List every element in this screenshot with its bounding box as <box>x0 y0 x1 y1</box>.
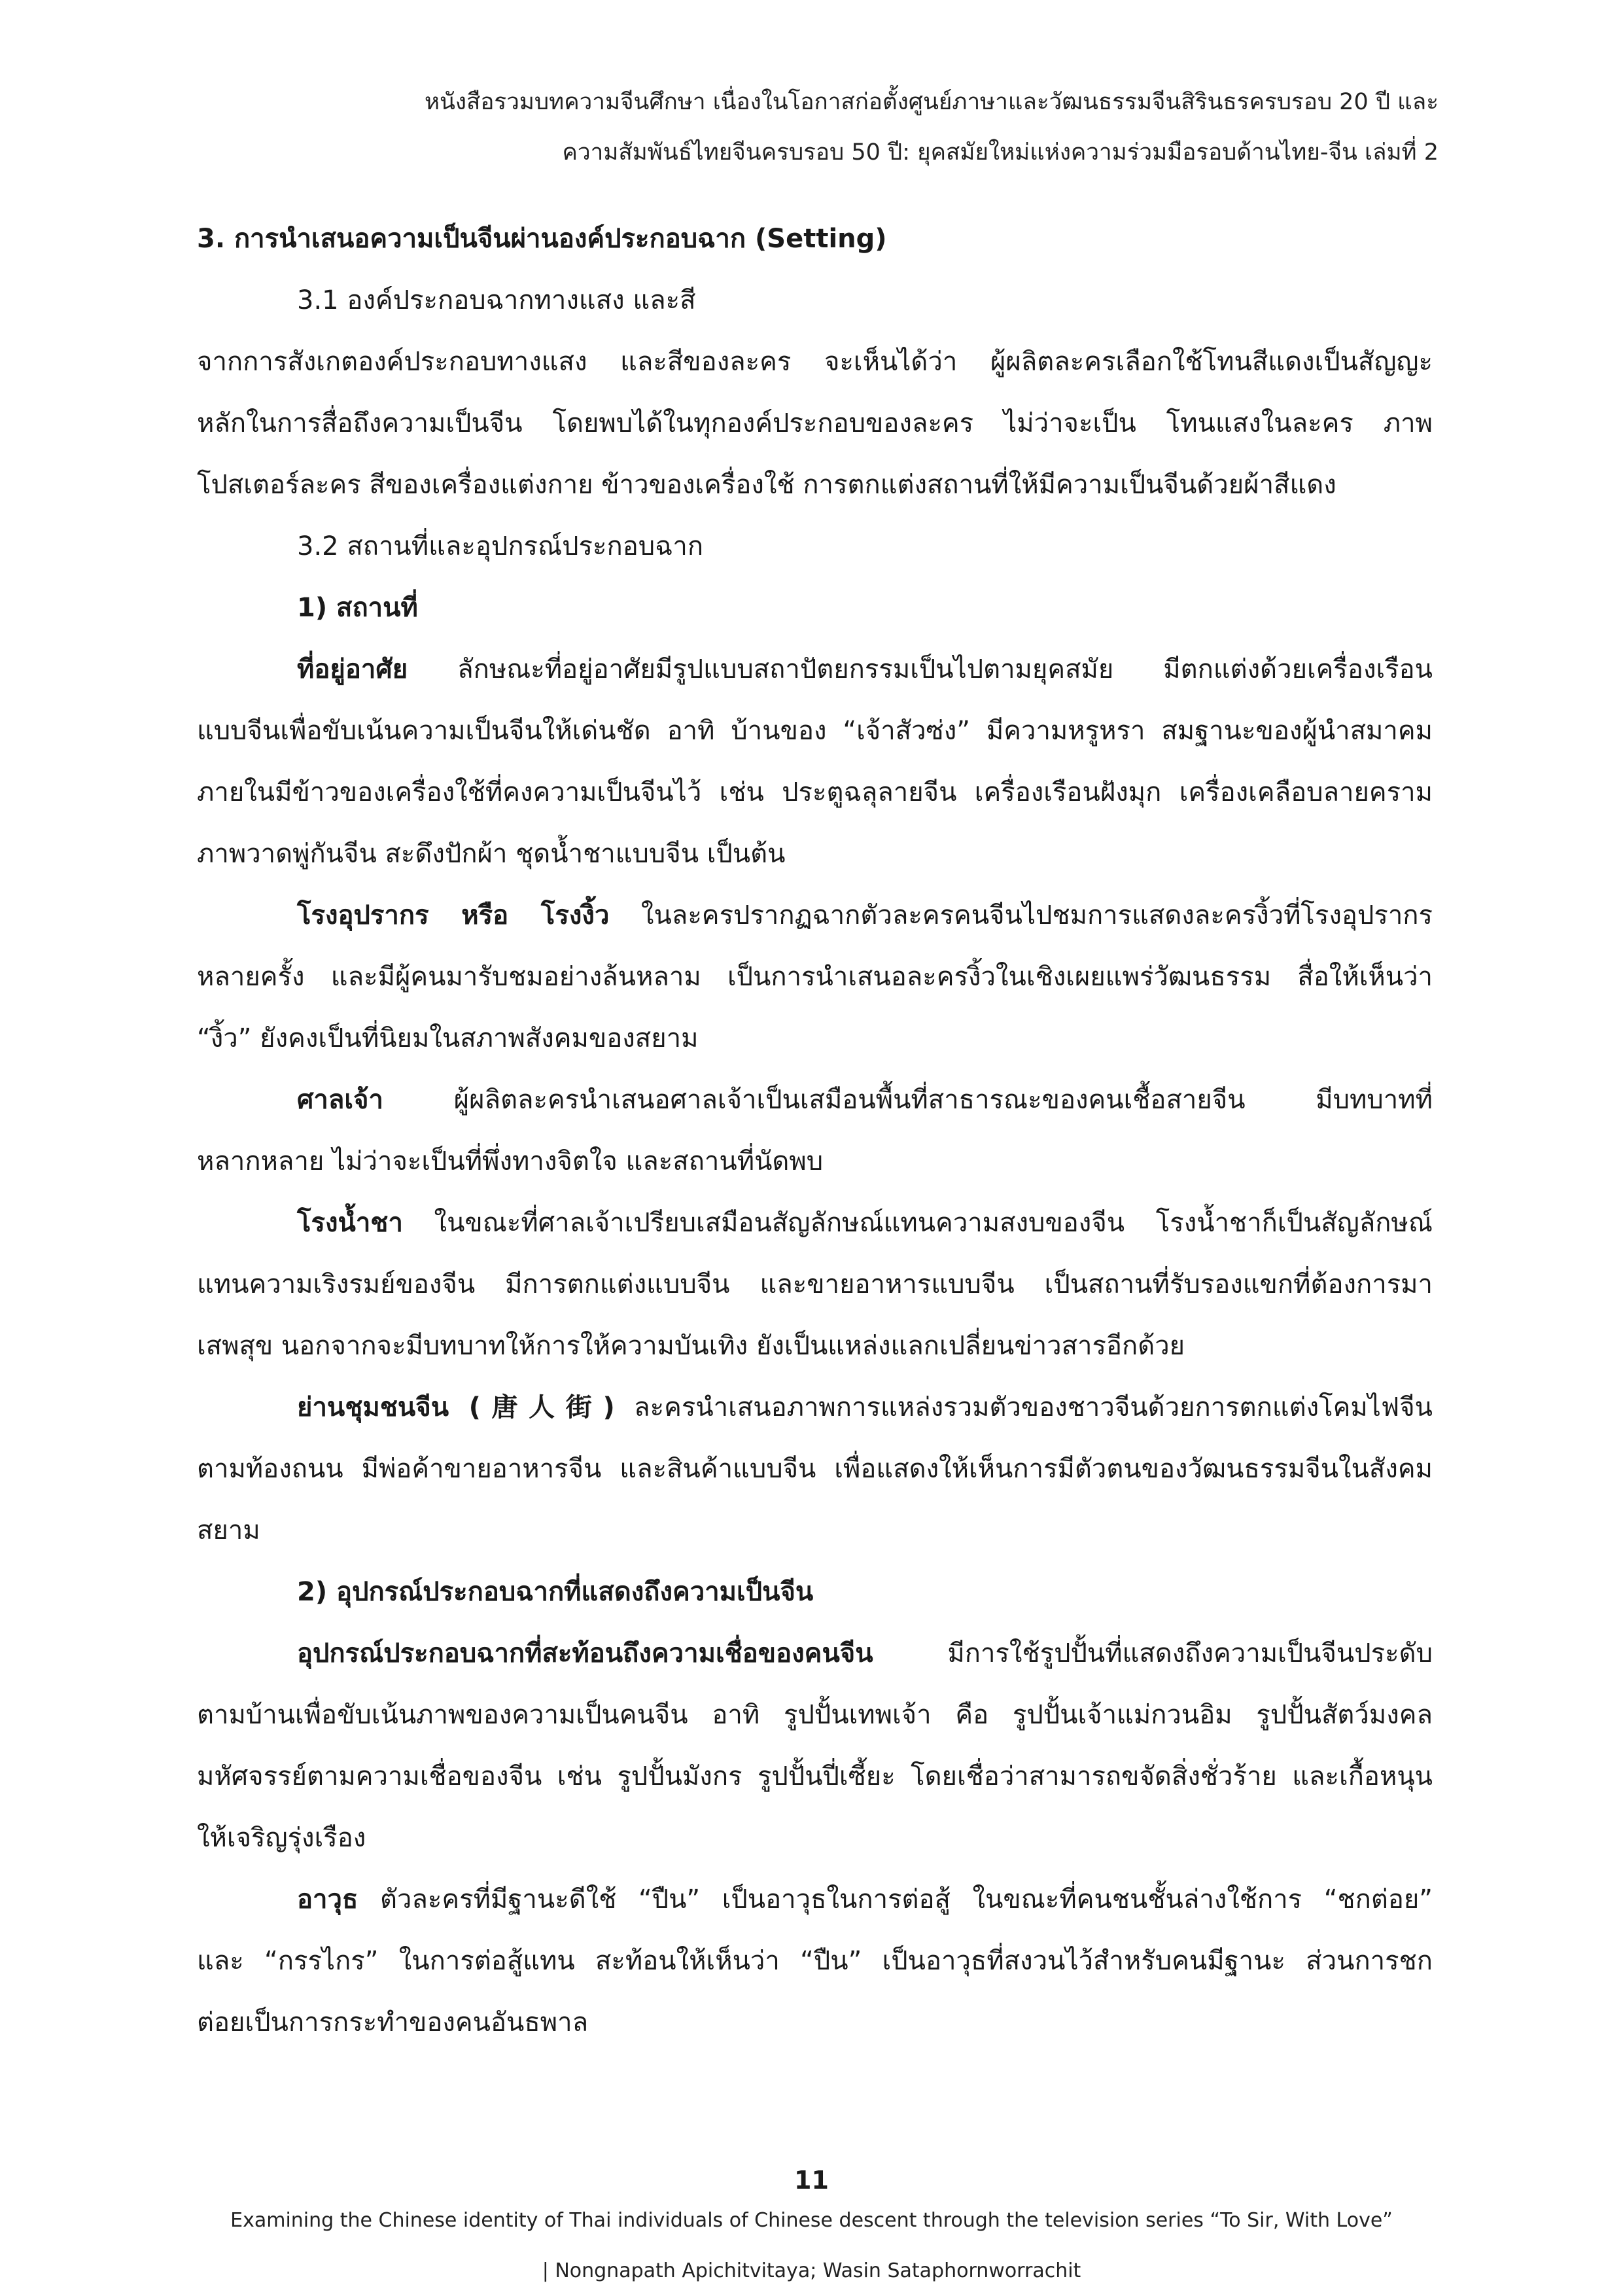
paragraph-beliefs-line: ให้เจริญรุ่งเรือง <box>197 1823 366 1853</box>
paragraph-beliefs-line: อุปกรณ์ประกอบฉากที่สะท้อนถึงความเชื่อของคนจีน มีการใช้รูปปั้นที่แสดงถึงความเป็นจีนประดับ <box>297 1638 1433 1669</box>
paragraph-beliefs-line: ตามบ้านเพื่อขับเน้นภาพของความเป็นคนจีน อาทิ รูปปั้นเทพเจ้า คือ รูปปั้นเจ้าแม่กวนอิม รูปปั้นสัตว์มงคล <box>197 1700 1433 1730</box>
paragraph-teahouse-line: แทนความเริงรมย์ของจีน มีการตกแต่งแบบจีน และขายอาหารแบบจีน เป็นสถานที่รับรองแขกที่ต้องการมา <box>197 1269 1433 1299</box>
paragraph-light-color-line: จากการสังเกตองค์ประกอบทางแสง และสีของละคร จะเห็นได้ว่า ผู้ผลิตละครเลือกใช้โทนสีแดงเป็นสัญญะ <box>197 347 1433 377</box>
term-chinatown: ย่านชุมชนจีน (唐人街) <box>297 1392 615 1422</box>
subheading-3-2: 3.2 สถานที่และอุปกรณ์ประกอบฉาก <box>297 531 704 561</box>
paragraph-residence-line: ภาพวาดพู่กันจีน สะดึงปักผ้า ชุดน้ำชาแบบจีน เป็นต้น <box>197 839 786 869</box>
paragraph-opera-line: โรงอุปรากร หรือ โรงงิ้ว ในละครปรากฏฉากตัวละครคนจีนไปชมการแสดงละครงิ้วที่โรงอุปรากร <box>297 900 1433 930</box>
paragraph-residence-line: ที่อยู่อาศัย ลักษณะที่อยู่อาศัยมีรูปแบบสถาปัตยกรรมเป็นไปตามยุคสมัย มีตกแต่งด้วยเครื่องเรือน <box>297 654 1433 684</box>
paragraph-residence-line: ภายในมีข้าวของเครื่องใช้ที่คงความเป็นจีนไว้ เช่น ประตูฉลุลายจีน เครื่องเรือนฝังมุก เครื่องเคลือบลายคราม <box>197 777 1433 807</box>
running-footer <box>0 2195 1623 2296</box>
article-body <box>197 208 1433 2053</box>
paragraph-beliefs-line: มหัศจรรย์ตามความเชื่อของจีน เช่น รูปปั้นมังกร รูปปั้นปี่เซี้ยะ โดยเชื่อว่าสามารถขจัดสิ่งชั่วร้าย และเกื้อหนุน <box>197 1761 1433 1792</box>
paragraph-shrine-line: หลากหลาย ไม่ว่าจะเป็นที่พึ่งทางจิตใจ และสถานที่นัดพบ <box>197 1146 824 1176</box>
paragraph-teahouse-line: เสพสุข นอกจากจะมีบทบาทให้การให้ความบันเทิง ยังเป็นแหล่งแลกเปลี่ยนข่าวสารอีกด้วย <box>197 1331 1185 1361</box>
paragraph-chinatown-line: สยาม <box>197 1515 260 1545</box>
subheading-props: 2) อุปกรณ์ประกอบฉากที่แสดงถึงความเป็นจีน <box>297 1577 814 1607</box>
header-line-1: หนังสือรวมบทความจีนศึกษา เนื่องในโอกาสก่อตั้งศูนย์ภาษาและวัฒนธรรมจีนสิรินธรครบรอบ 20 ปี และ <box>424 89 1439 115</box>
term-belief-props: อุปกรณ์ประกอบฉากที่สะท้อนถึงความเชื่อของคนจีน <box>297 1638 873 1669</box>
term-residence: ที่อยู่อาศัย <box>297 654 408 684</box>
term-teahouse: โรงน้ำชา <box>297 1208 403 1238</box>
header-line-2: ความสัมพันธ์ไทยจีนครบรอบ 50 ปี: ยุคสมัยใหม่แห่งความร่วมมือรอบด้านไทย-จีน เล่มที่ 2 <box>562 139 1439 166</box>
term-shrine: ศาลเจ้า <box>297 1085 383 1115</box>
paragraph-teahouse-line: โรงน้ำชา ในขณะที่ศาลเจ้าเปรียบเสมือนสัญลักษณ์แทนความสงบของจีน โรงน้ำชาก็เป็นสัญลักษณ์ <box>297 1208 1433 1238</box>
paragraph-light-color-line: หลักในการสื่อถึงความเป็นจีน โดยพบได้ในทุกองค์ประกอบของละคร ไม่ว่าจะเป็น โทนแสงในละคร ภาพ <box>197 408 1433 438</box>
paragraph-opera-line: หลายครั้ง และมีผู้คนมารับชมอย่างล้นหลาม เป็นการนำเสนอละครงิ้วในเชิงเผยแพร่วัฒนธรรม สื่อให้เห็นว่า <box>197 962 1433 992</box>
paragraph-weapons-line: ต่อยเป็นการกระทำของคนอันธพาล <box>197 2007 589 2038</box>
term-opera-house: โรงอุปรากร หรือ โรงงิ้ว <box>297 900 610 930</box>
paragraph-residence-line: แบบจีนเพื่อขับเน้นความเป็นจีนให้เด่นชัด อาทิ บ้านของ “เจ้าสัวซ่ง” มีความหรูหรา สมฐานะของผู้นำสมาคม <box>197 716 1433 746</box>
page-number: 11 <box>794 2166 829 2195</box>
section-heading: 3. การนำเสนอความเป็นจีนผ่านองค์ประกอบฉาก (Setting) <box>197 224 887 254</box>
paragraph-shrine-line: ศาลเจ้า ผู้ผลิตละครนำเสนอศาลเจ้าเป็นเสมือนพื้นที่สาธารณะของคนเชื้อสายจีน มีบทบาทที่ <box>297 1085 1433 1115</box>
footer-line-2: | Nongnapath Apichitvitaya; Wasin Sataphornworrachit <box>542 2259 1081 2282</box>
paragraph-weapons-line: อาวุธ ตัวละครที่มีฐานะดีใช้ “ปืน” เป็นอาวุธในการต่อสู้ ในขณะที่คนชนชั้นล่างใช้การ “ชกต่อย” <box>297 1884 1433 1915</box>
paragraph-chinatown-line: ย่านชุมชนจีน (唐人街) ละครนำเสนอภาพการแหล่งรวมตัวของชาวจีนด้วยการตกแต่งโคมไฟจีน <box>297 1392 1433 1422</box>
subheading-3-1: 3.1 องค์ประกอบฉากทางแสง และสี <box>297 285 696 315</box>
paragraph-weapons-line: และ “กรรไกร” ในการต่อสู้แทน สะท้อนให้เห็นว่า “ปืน” เป็นอาวุธที่สงวนไว้สำหรับคนมีฐานะ ส่วนการชก <box>197 1946 1433 1976</box>
term-weapons: อาวุธ <box>297 1884 358 1915</box>
paragraph-opera-line: “งิ้ว” ยังคงเป็นที่นิยมในสภาพสังคมของสยาม <box>197 1023 699 1053</box>
running-header <box>196 77 1439 178</box>
paragraph-light-color-line: โปสเตอร์ละคร สีของเครื่องแต่งกาย ข้าวของเครื่องใช้ การตกแต่งสถานที่ให้มีความเป็นจีนด้วยผ้าสีแดง <box>197 470 1336 500</box>
paragraph-chinatown-line: ตามท้องถนน มีพ่อค้าขายอาหารจีน และสินค้าแบบจีน เพื่อแสดงให้เห็นการมีตัวตนของวัฒนธรรมจีนในสังคม <box>197 1454 1433 1484</box>
subheading-places: 1) สถานที่ <box>297 593 418 623</box>
footer-line-1: Examining the Chinese identity of Thai individuals of Chinese descent through the television series “To Sir, With Love” <box>230 2209 1393 2232</box>
